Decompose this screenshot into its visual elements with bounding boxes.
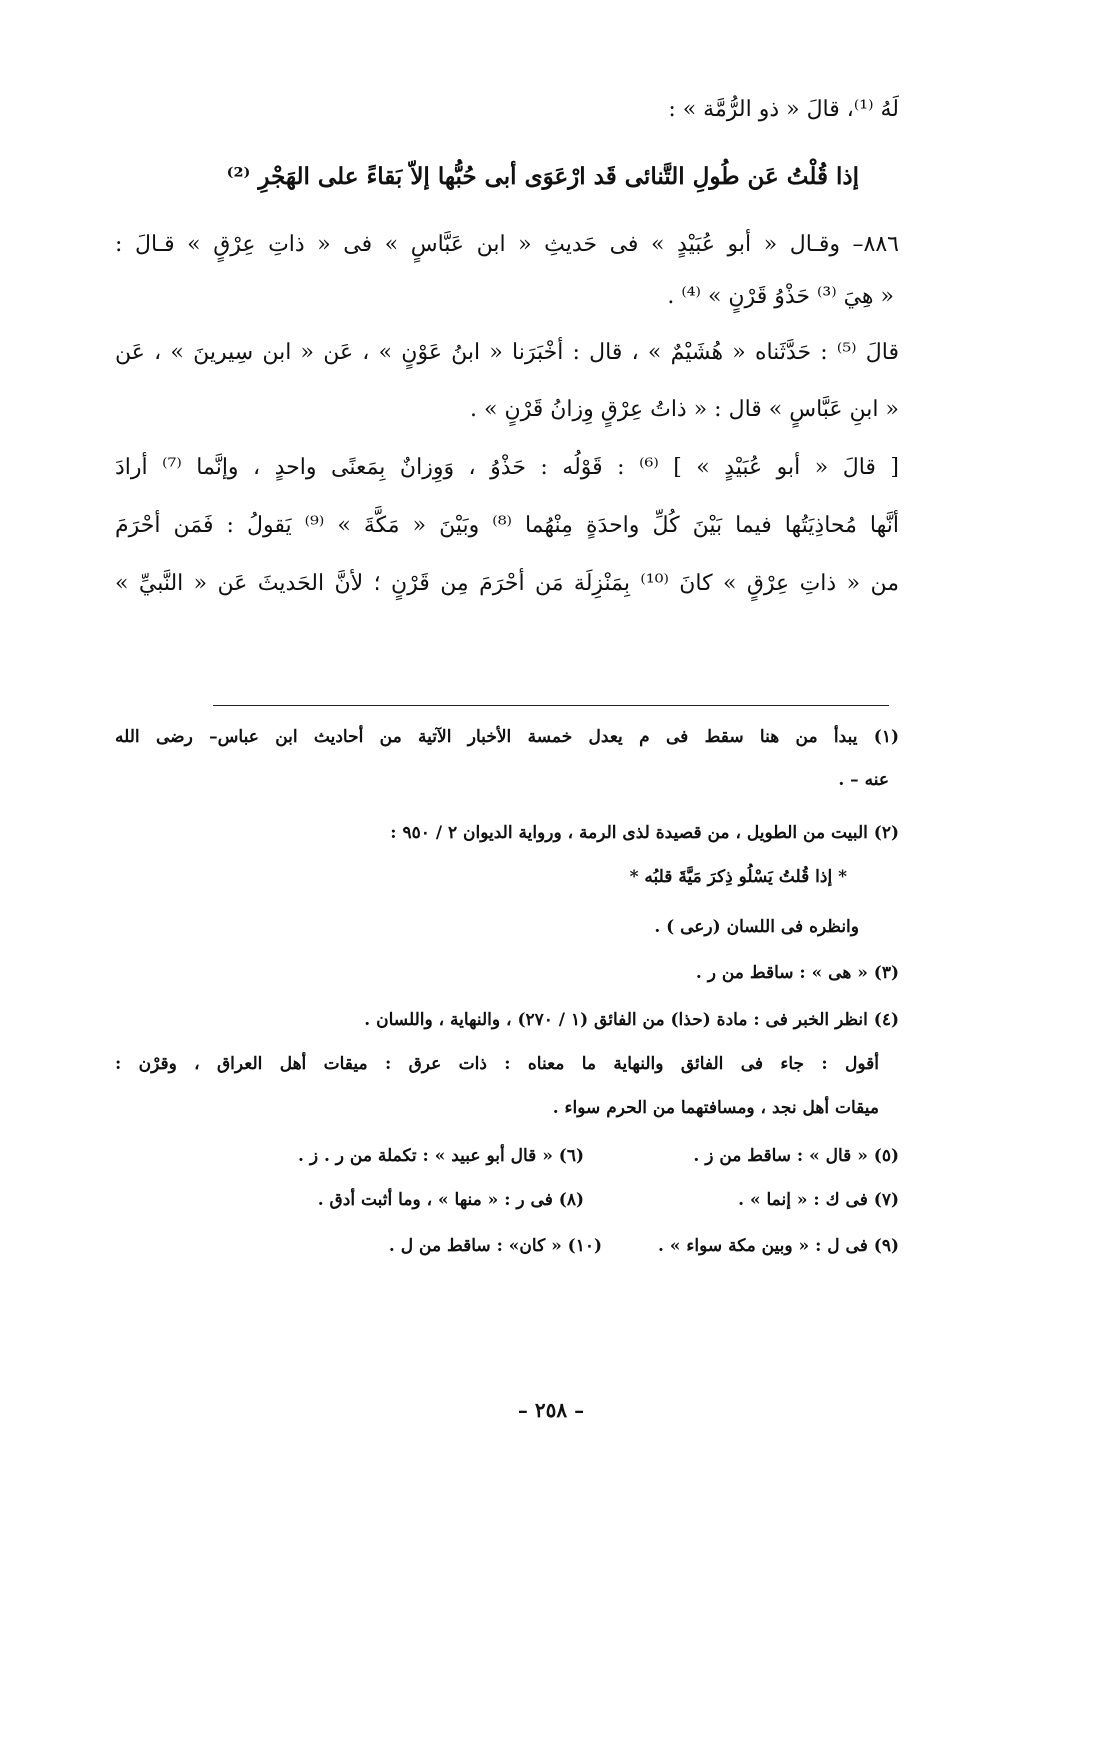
- footnote-8: (٨) فى ر : « منها » ، وما أثبت أدق .: [317, 1190, 584, 1210]
- text-line-8: أنَّها مُحاذِيَتُها فيما بَيْنَ كُلِّ واحدَةٍ مِنْهُما ⁽⁸⁾ وبَيْنَ « مَكَّةَ » ⁽⁹⁾ يَقولُ : فَمَن أحْرَمَ: [115, 513, 899, 538]
- text-line-9: من « ذاتِ عِرْقٍ » كانَ ⁽¹⁰⁾ بِمَنْزِلَة مَن أحْرَمَ مِن قَرْنٍ ؛ لأنَّ الحَديثَ عَن « النَّبيِّ »: [115, 571, 899, 596]
- text-line-7: [ قالَ « أبو عُبَيْدٍ » ] ⁽⁶⁾ : قَوْلُه : حَذْوُ ، وَوِزانٌ بِمَعنًى واحدٍ ، وإنَّما ⁽⁷⁾ أرادَ: [115, 455, 899, 480]
- footnote-4-comment: أقول : جاء فى الفائق والنهاية ما معناه : ذات عرق : ميقات أهل العراق ، وقرْن :: [115, 1054, 879, 1074]
- footnote-2: (٢) البيت من الطويل ، من قصيدة لذى الرمة ، ورواية الديوان ٢ / ٩٥٠ :: [390, 823, 899, 843]
- footnote-5: (٥) « قال » : ساقط من ز .: [693, 1146, 899, 1166]
- footnote-2-verse: * إذا قُلتُ يَسْلُو ذِكرَ مَيَّةَ قلبُه *: [629, 867, 847, 887]
- footnote-2-ref: وانظره فى اللسان (رعى ) .: [654, 917, 859, 937]
- text-line-1: لَهُ ⁽¹⁾، قالَ « ذو الرُّمَّة » :: [668, 97, 899, 122]
- text-line-886: ٨٨٦– وقـال « أبو عُبَيْدٍ » فى حَديثِ « ابن عَبَّاسٍ » فى « ذاتِ عِرْقٍ » قـالَ :: [115, 232, 899, 257]
- footnote-6: (٦) « قال أبو عبيد » : تكملة من ر . ز .: [298, 1146, 584, 1166]
- footnote-10: (١٠) « كان» : ساقط من ل .: [388, 1236, 602, 1256]
- footnote-3: (٣) « هى » : ساقط من ر .: [695, 963, 899, 983]
- footnote-4-comment-cont: ميقات أهل نجد ، ومسافتهما من الحرم سواء .: [552, 1098, 879, 1118]
- text-line-5: قالَ ⁽⁵⁾ : حَدَّثَناه « هُشَيْمٌ » ، قال : أخْبَرَنا « ابنُ عَوْنٍ » ، عَن « ابن سِيرينَ » ، عَن: [115, 340, 899, 365]
- text-line-6: « ابنِ عَبَّاسٍ » قال : « ذاتُ عِرْقٍ وِزانُ قَرْنٍ » .: [470, 397, 899, 422]
- poem-verse: إذا قُلْتُ عَن طُولِ التَّنائى قَد ارْعَوَى أبى حُبُّها إلاّ بَقاءً على الهَجْرِ ⁽²⁾: [226, 163, 859, 190]
- footnote-divider: [213, 705, 889, 706]
- text-line-4: « هِيَ ⁽³⁾ حَذْوُ قَرْنٍ » ⁽⁴⁾ .: [667, 284, 894, 309]
- footnote-7: (٧) فى ك : « إنما » .: [738, 1190, 899, 1210]
- footnote-9: (٩) فى ل : « وبين مكة سواء » .: [658, 1236, 899, 1256]
- footnote-1-cont: عنه – .: [838, 770, 889, 790]
- footnote-1: (١) يبدأ من هنا سقط فى م يعدل خمسة الأخبار الآتية من أحاديث ابن عباس– رضى الله: [115, 727, 899, 747]
- footnote-4: (٤) انظر الخبر فى : مادة (حذا) من الفائق (١ / ٢٧٠) ، والنهاية ، واللسان .: [364, 1010, 899, 1030]
- page-number: – ٢٥٨ –: [517, 1398, 585, 1422]
